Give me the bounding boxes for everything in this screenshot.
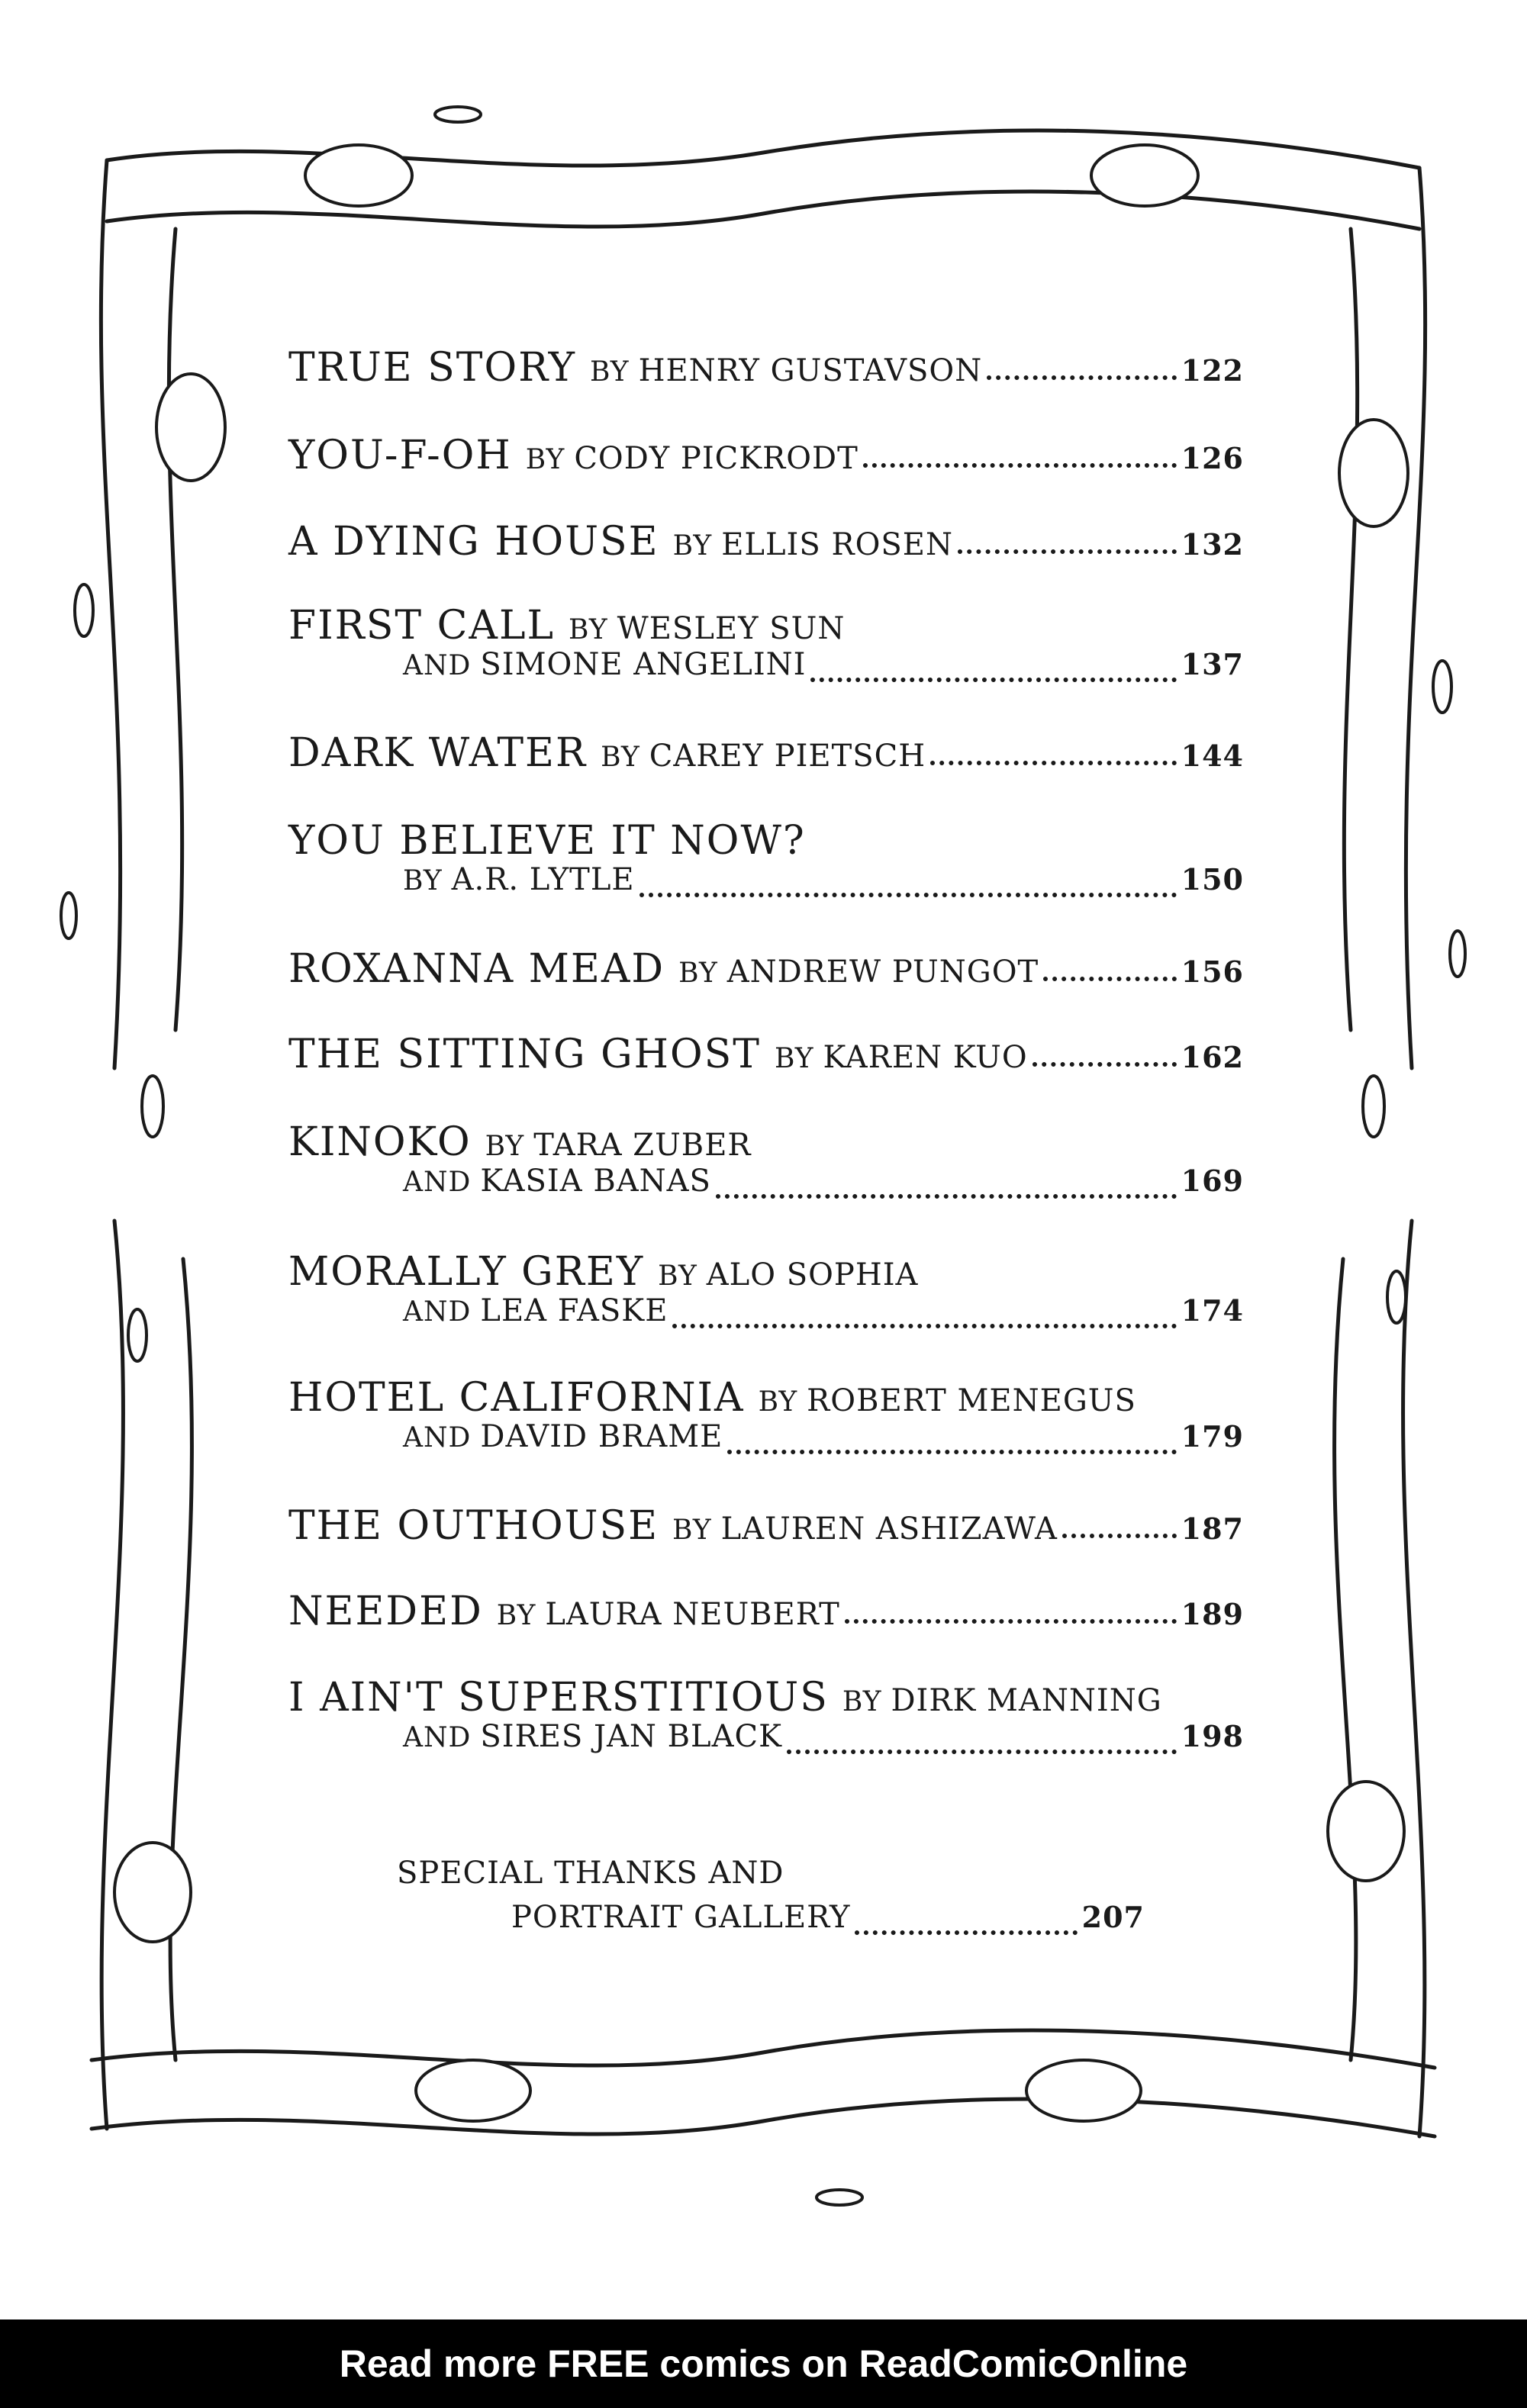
- story-title: FIRST CALL: [288, 603, 556, 649]
- story-title: I AIN'T SUPERSTITIOUS: [288, 1675, 829, 1721]
- story-author: ELLIS ROSEN: [721, 527, 953, 562]
- by-label: BY: [774, 1043, 814, 1074]
- leader-dots: [810, 662, 1176, 682]
- story-author: TARA ZUBER: [533, 1128, 752, 1163]
- story-author: CAREY PIETSCH: [649, 739, 926, 774]
- by-label: BY: [678, 958, 718, 989]
- story-author: KAREN KUO: [823, 1040, 1028, 1075]
- story-title: KINOKO: [288, 1119, 472, 1165]
- story-author: WESLEY SUN: [617, 611, 846, 646]
- toc-entry: [288, 1589, 1244, 1633]
- story-coauthor: SIMONE ANGELINI: [480, 647, 807, 682]
- toc-entry: [288, 1032, 1244, 1076]
- page-number: 156: [1181, 955, 1244, 989]
- story-author: ROBERT MENEGUS: [807, 1383, 1136, 1418]
- and-label: AND: [403, 1296, 472, 1328]
- leader-dots: [1032, 1047, 1177, 1067]
- story-title: ROXANNA MEAD: [288, 946, 665, 992]
- story-title: HOTEL CALIFORNIA: [288, 1375, 745, 1421]
- by-label: BY: [589, 356, 630, 388]
- page-number: 207: [1081, 1900, 1145, 1934]
- page-number: 122: [1181, 353, 1244, 388]
- toc-entry: [288, 433, 1244, 477]
- page-number: 187: [1181, 1511, 1244, 1546]
- by-label: BY: [672, 1515, 712, 1546]
- and-label: AND: [403, 1722, 472, 1753]
- toc-entry: [288, 1119, 1244, 1208]
- page-number: 189: [1181, 1597, 1244, 1631]
- toc-entry: [288, 345, 1244, 389]
- leader-dots: [639, 877, 1177, 897]
- story-author: ALO SOPHIA: [706, 1257, 919, 1293]
- and-label: AND: [403, 650, 472, 681]
- page-number: 179: [1181, 1419, 1244, 1453]
- story-author: LAURA NEUBERT: [545, 1597, 840, 1632]
- by-label: BY: [485, 1131, 525, 1162]
- toc-entry: [288, 1503, 1244, 1547]
- story-coauthor: SIRES JAN BLACK: [480, 1719, 782, 1754]
- leader-dots: [845, 1604, 1177, 1624]
- leader-dots: [1062, 1518, 1177, 1538]
- leader-dots: [1043, 961, 1177, 981]
- leader-dots: [930, 745, 1177, 765]
- leader-dots: [716, 1179, 1177, 1199]
- leader-dots: [672, 1309, 1176, 1328]
- page-number: 137: [1181, 647, 1244, 681]
- story-title: MORALLY GREY: [288, 1249, 645, 1295]
- leader-dots: [855, 1915, 1077, 1935]
- leader-dots: [787, 1734, 1177, 1754]
- leader-dots: [863, 448, 1177, 468]
- by-label: BY: [842, 1686, 882, 1717]
- toc-entry: [288, 603, 1244, 691]
- page-number: 169: [1181, 1164, 1244, 1198]
- story-coauthor: DAVID BRAME: [480, 1419, 723, 1454]
- by-label: BY: [658, 1260, 697, 1292]
- toc-special-entry: [397, 1856, 1145, 1944]
- story-coauthor: KASIA BANAS: [480, 1164, 711, 1199]
- page-number: 126: [1181, 441, 1244, 475]
- by-label: BY: [672, 530, 713, 562]
- page-number: 144: [1181, 739, 1244, 773]
- portrait-gallery-label: PORTRAIT GALLERY: [511, 1900, 851, 1935]
- story-author: LAUREN ASHIZAWA: [720, 1511, 1058, 1547]
- toc-entry: [288, 818, 1244, 906]
- page-number: 132: [1181, 527, 1244, 562]
- toc-entry: [288, 1249, 1244, 1338]
- by-label: BY: [601, 742, 640, 773]
- toc-entry: [288, 946, 1244, 990]
- special-thanks-label: SPECIAL THANKS AND: [397, 1856, 784, 1891]
- story-title: DARK WATER: [288, 730, 588, 776]
- story-author: ANDREW PUNGOT: [726, 955, 1039, 990]
- page-number: 198: [1181, 1719, 1244, 1753]
- by-label: BY: [403, 865, 443, 897]
- leader-dots: [958, 534, 1177, 554]
- and-label: AND: [403, 1167, 472, 1198]
- by-label: BY: [569, 614, 608, 645]
- leader-dots: [727, 1434, 1176, 1454]
- story-author: DIRK MANNING: [891, 1683, 1162, 1718]
- by-label: BY: [758, 1386, 798, 1418]
- story-title: A DYING HOUSE: [288, 519, 659, 565]
- story-title: NEEDED: [288, 1589, 483, 1634]
- story-title: YOU BELIEVE IT NOW?: [288, 818, 806, 864]
- page-number: 174: [1181, 1293, 1244, 1328]
- toc-entry: [288, 519, 1244, 563]
- toc-entry: [288, 1375, 1244, 1463]
- page-number: 162: [1181, 1040, 1244, 1074]
- page-number: 150: [1181, 862, 1244, 897]
- story-title: THE SITTING GHOST: [288, 1032, 761, 1077]
- story-title: TRUE STORY: [288, 345, 576, 391]
- by-label: BY: [525, 444, 565, 475]
- footer-banner: [0, 2319, 1527, 2408]
- story-author: A.R. LYTLE: [451, 862, 635, 897]
- footer-link[interactable]: Read more FREE comics on ReadComicOnline: [339, 2342, 1188, 2385]
- toc-entry: [288, 730, 1244, 774]
- story-coauthor: LEA FASKE: [480, 1293, 668, 1328]
- story-title: YOU-F-OH: [288, 433, 512, 478]
- leader-dots: [987, 360, 1176, 380]
- by-label: BY: [496, 1600, 536, 1631]
- toc-entry: [288, 1675, 1244, 1763]
- story-author: CODY PICKRODT: [574, 441, 859, 476]
- and-label: AND: [403, 1422, 472, 1453]
- story-title: THE OUTHOUSE: [288, 1503, 659, 1549]
- story-author: HENRY GUSTAVSON: [638, 353, 983, 388]
